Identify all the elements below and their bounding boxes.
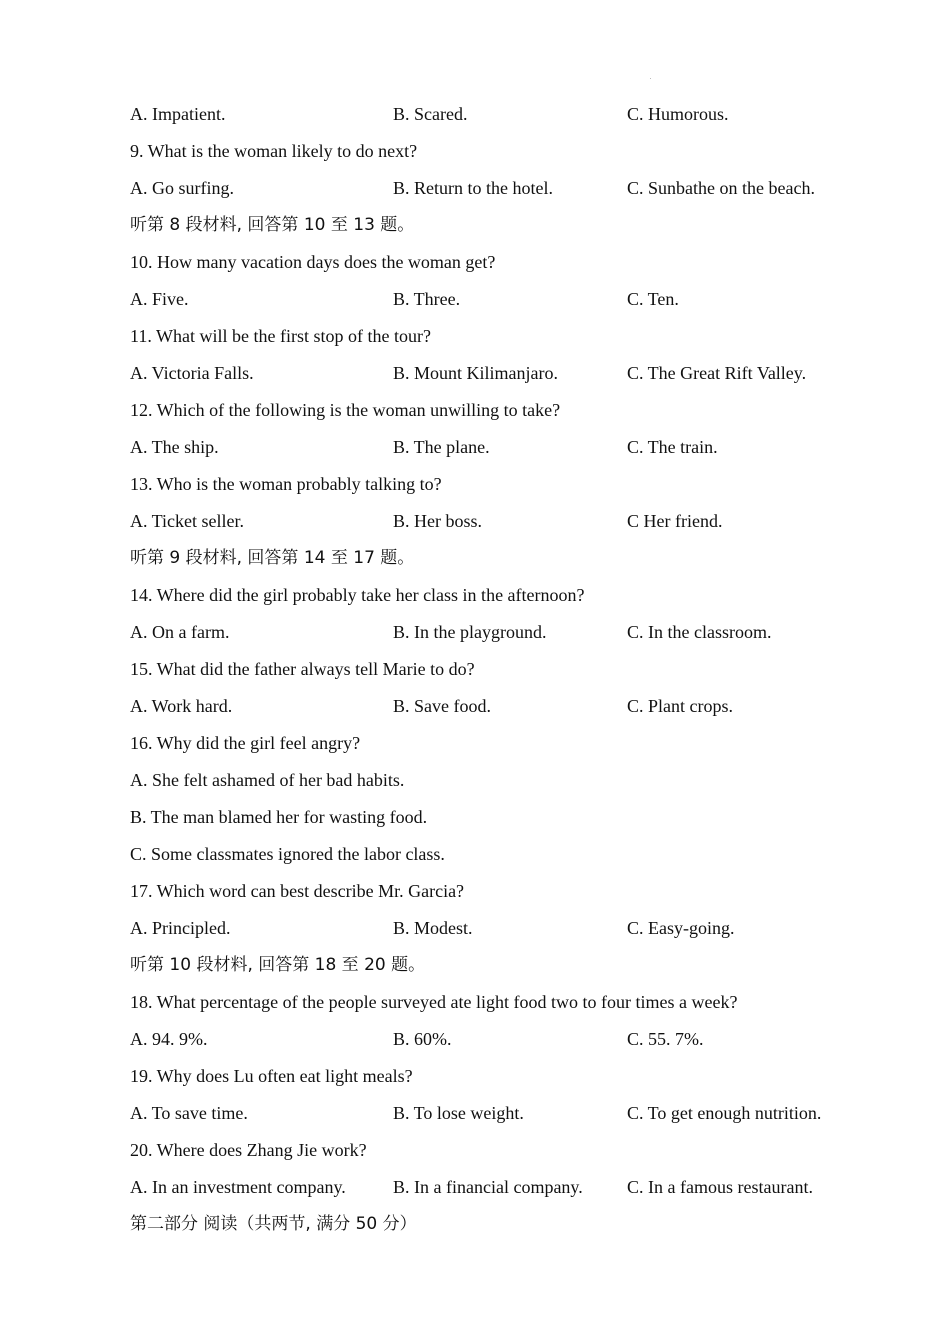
question-line: 17. Which word can best describe Mr. Garcia? [130, 881, 465, 901]
option-c: C. Humorous. [627, 104, 729, 124]
question-line: A. She felt ashamed of her bad habits. [130, 770, 405, 790]
option-a: A. In an investment company. [130, 1177, 346, 1197]
answer-options-row [130, 1024, 890, 1061]
question-line: 9. What is the woman likely to do next? [130, 141, 418, 161]
option-b: B. In the playground. [393, 622, 547, 642]
answer-options-row [130, 691, 890, 728]
option-b: B. The plane. [393, 437, 490, 457]
option-a: A. Impatient. [130, 104, 226, 124]
answer-options-row [130, 432, 890, 469]
option-a: A. 94. 9%. [130, 1029, 208, 1049]
option-a: A. The ship. [130, 437, 219, 457]
option-c: C. To get enough nutrition. [627, 1103, 822, 1123]
option-b: B. Mount Kilimanjaro. [393, 363, 558, 383]
page-content [130, 99, 890, 1246]
option-c: C. Sunbathe on the beach. [627, 178, 815, 198]
section-instruction: 第二部分 阅读（共两节, 满分 50 分） [130, 1214, 417, 1234]
option-c: C. In a famous restaurant. [627, 1177, 813, 1197]
option-b: B. Modest. [393, 918, 473, 938]
option-a: A. Principled. [130, 918, 231, 938]
answer-options-row [130, 173, 890, 210]
answer-options-row [130, 1098, 890, 1135]
section-instruction: 听第 9 段材料, 回答第 14 至 17 题。 [130, 548, 415, 568]
question-line: 11. What will be the first stop of the tour? [130, 326, 431, 346]
option-c: C Her friend. [627, 511, 723, 531]
answer-options-row [130, 284, 890, 321]
option-c: C. In the classroom. [627, 622, 772, 642]
option-a: A. Five. [130, 289, 189, 309]
option-b: B. Save food. [393, 696, 491, 716]
option-b: B. In a financial company. [393, 1177, 583, 1197]
section-instruction: 听第 8 段材料, 回答第 10 至 13 题。 [130, 215, 415, 235]
question-line: 14. Where did the girl probably take her class in the afternoon? [130, 585, 585, 605]
option-b: B. Her boss. [393, 511, 482, 531]
option-c: C. Easy-going. [627, 918, 735, 938]
answer-options-row [130, 358, 890, 395]
option-c: C. 55. 7%. [627, 1029, 704, 1049]
option-b: B. Scared. [393, 104, 468, 124]
question-line: 16. Why did the girl feel angry? [130, 733, 361, 753]
option-a: A. On a farm. [130, 622, 230, 642]
answer-options-row [130, 1172, 890, 1209]
question-line: 15. What did the father always tell Marie to do? [130, 659, 475, 679]
question-line: 18. What percentage of the people surveyed ate light food two to four times a week? [130, 992, 738, 1012]
option-b: B. To lose weight. [393, 1103, 524, 1123]
option-a: A. Work hard. [130, 696, 233, 716]
question-line: 20. Where does Zhang Jie work? [130, 1140, 367, 1160]
option-b: B. Three. [393, 289, 461, 309]
question-line: 13. Who is the woman probably talking to? [130, 474, 442, 494]
answer-options-row [130, 913, 890, 950]
option-c: C. Ten. [627, 289, 679, 309]
answer-options-row [130, 506, 890, 543]
question-line: B. The man blamed her for wasting food. [130, 807, 428, 827]
option-a: A. Ticket seller. [130, 511, 245, 531]
option-c: C. The train. [627, 437, 718, 457]
option-a: A. Victoria Falls. [130, 363, 254, 383]
question-line: 10. How many vacation days does the woman get? [130, 252, 496, 272]
section-instruction: 听第 10 段材料, 回答第 18 至 20 题。 [130, 955, 426, 975]
option-c: C. Plant crops. [627, 696, 733, 716]
question-line: 12. Which of the following is the woman unwilling to take? [130, 400, 561, 420]
question-line: 19. Why does Lu often eat light meals? [130, 1066, 413, 1086]
question-line: C. Some classmates ignored the labor class. [130, 844, 445, 864]
option-a: A. Go surfing. [130, 178, 234, 198]
page-mark [650, 78, 651, 79]
option-b: B. 60%. [393, 1029, 452, 1049]
option-a: A. To save time. [130, 1103, 248, 1123]
answer-options-row [130, 99, 890, 136]
answer-options-row [130, 617, 890, 654]
option-c: C. The Great Rift Valley. [627, 363, 807, 383]
option-b: B. Return to the hotel. [393, 178, 553, 198]
